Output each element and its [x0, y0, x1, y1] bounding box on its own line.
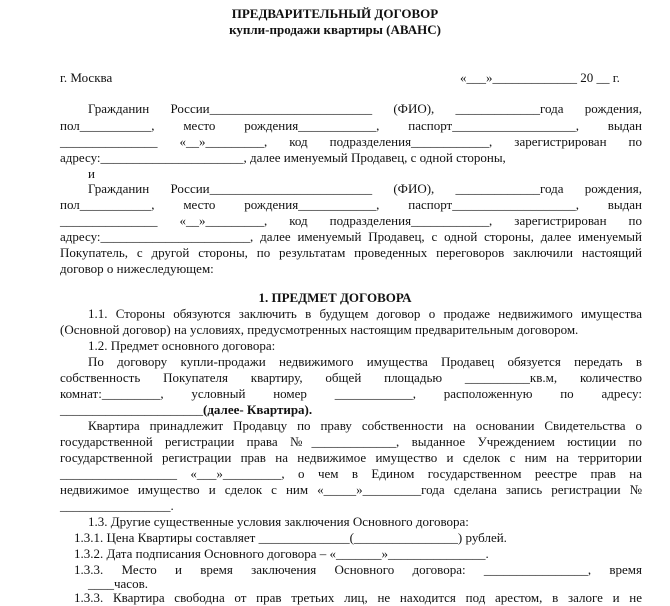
- clause-1-1-line-1: 1.1. Стороны обязуются заключить в будущем договор о продаже недвижимого имущества: [88, 306, 642, 321]
- clause-1-3: 1.3. Другие существенные условия заключения Основного договора:: [88, 514, 469, 529]
- clause-1-2-line-3: комнат:_________, условный номер ____________, расположенную по адресу:: [60, 386, 642, 401]
- document-subtitle: купли-продажи квартиры (АВАНС): [229, 22, 441, 37]
- city-label: г. Москва: [60, 70, 113, 85]
- apartment-line-4: __________________ «___»_________, о чем в Едином государственном реестре прав на: [60, 466, 642, 481]
- apartment-address-blank: ______________________: [60, 402, 203, 417]
- conjunction-and: и: [88, 166, 95, 181]
- clause-1-2-title: 1.2. Предмет основного договора:: [88, 338, 276, 353]
- date-line: «___»_____________ 20 __ г.: [460, 70, 620, 85]
- clause-1-2-line-4: [60, 402, 642, 418]
- clause-1-2-line-2: собственность Покупателя квартиру, общей площадью __________кв.м, количество: [60, 370, 642, 385]
- apartment-line-1: Квартира принадлежит Продавцу по праву собственности на основании Свидетельства о: [88, 418, 642, 433]
- apartment-definition: (далее- Квартира).: [203, 402, 313, 417]
- clause-1-3-3: 1.3.3. Место и время заключения Основного договора: ________________, время: [74, 562, 642, 577]
- clause-1-3-2: 1.3.2. Дата подписания Основного договора – «_______»_______________.: [74, 546, 489, 561]
- apartment-line-5: недвижимое имущество и сделок с ним «_____»_________года сделана запись регистрации №: [60, 482, 642, 497]
- seller-line-4: адресу:______________________, далее именуемый Продавец, с одной стороны,: [60, 150, 506, 165]
- clause-1-3-3-free: 1.3.3. Квартира свободна от прав третьих лиц, не находится под арестом, в залоге и не: [74, 590, 642, 605]
- buyer-line-6: договор о нижеследующем:: [60, 261, 214, 276]
- buyer-line-3: _______________ «__»_________, код подразделения____________, зарегистрирован по: [60, 213, 642, 228]
- clause-1-1-line-2: (Основной договор) на условиях, предусмотренных настоящим предварительным договором.: [60, 322, 579, 337]
- apartment-line-3: государственной регистрации прав на недвижимое имущество и сделок с ним на территории: [60, 450, 642, 465]
- clause-1-3-1: 1.3.1. Цена Квартиры составляет ______________(________________) рублей.: [74, 530, 507, 545]
- seller-line-3: _______________ «__»_________, код подразделения____________, зарегистрирован по: [60, 134, 642, 149]
- seller-line-1: Гражданин России_________________________ (ФИО), _____________года рождения,: [88, 101, 642, 116]
- buyer-line-4: адресу:_______________________, далее именуемый Продавец, с одной стороны, далее именуемый: [60, 229, 642, 244]
- apartment-line-6: _________________.: [60, 498, 174, 513]
- clause-1-3-3-hours: ____часов.: [88, 576, 148, 591]
- buyer-line-5: Покупатель, с другой стороны, по результатам проведенных переговоров заключили настоящий: [60, 245, 642, 260]
- apartment-line-2: государственной регистрации права №_____________, выданное Учреждением юстиции по: [60, 434, 642, 449]
- seller-line-2: пол___________, место рождения____________, паспорт___________________, выдан: [60, 118, 642, 133]
- buyer-line-2: пол___________, место рождения____________, паспорт___________________, выдан: [60, 197, 642, 212]
- section-1-title: 1. ПРЕДМЕТ ДОГОВОРА: [258, 290, 412, 305]
- document-title: ПРЕДВАРИТЕЛЬНЫЙ ДОГОВОР: [231, 6, 439, 21]
- buyer-line-1: Гражданин России_________________________ (ФИО), _____________года рождения,: [88, 181, 642, 196]
- clause-1-2-line-1: По договору купли-продажи недвижимого имущества Продавец обязуется передать в: [88, 354, 642, 369]
